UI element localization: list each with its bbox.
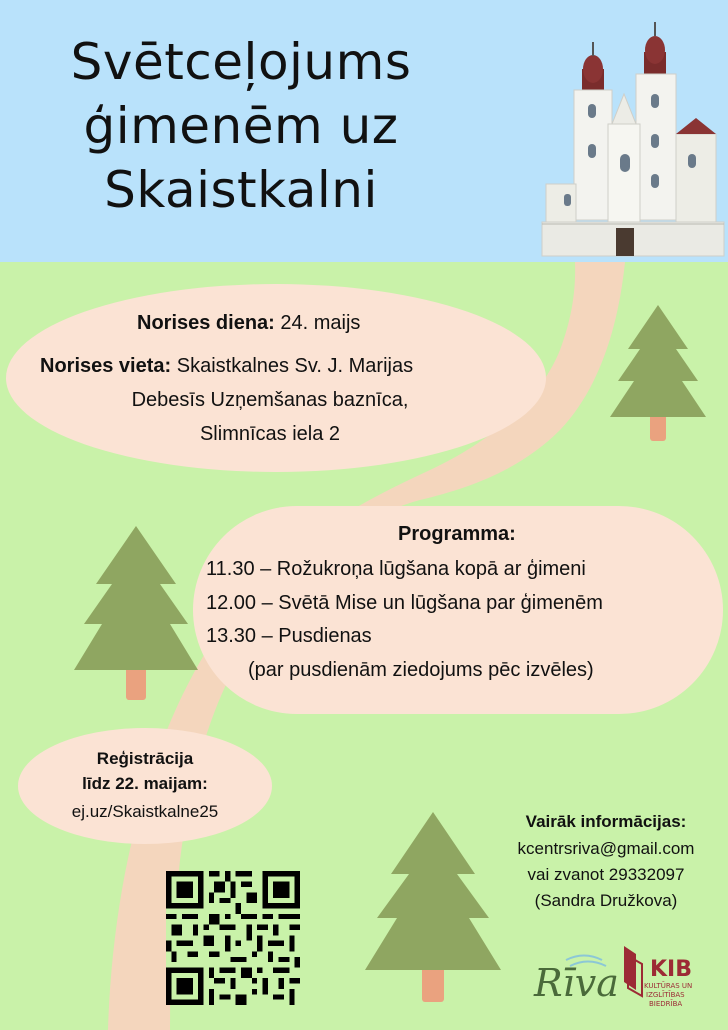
partner-logos (532, 940, 722, 1012)
tree-icon (365, 812, 501, 1004)
contact-person: (Sandra Družkova) (534, 891, 678, 910)
contact-phone: vai zvanot 29332097 (527, 865, 685, 884)
venue-line-2: Debesīs Uzņemšanas baznīca, (131, 389, 409, 411)
program-item: 12.00 – Svētā Mise un lūgšana par ģimenēm (206, 592, 603, 614)
title-line-2: ģimenēm uz (83, 97, 399, 155)
church-image (538, 14, 728, 262)
program-item: 11.30 – Rožukroņa lūgšana kopā ar ģimeni (206, 558, 586, 580)
contact-email[interactable]: kcentrsriva@gmail.com (517, 839, 695, 858)
qr-code[interactable] (166, 871, 300, 1005)
registration-link[interactable]: ej.uz/Skaistkalne25 (71, 802, 219, 821)
riva-logo (533, 956, 619, 1006)
venue-row (40, 355, 413, 378)
kib-line-2: IZGLĪTĪBAS (646, 991, 685, 999)
tree-icon (74, 526, 198, 702)
kib-logo-text: KIB (650, 957, 693, 982)
venue-line-3: Slimnīcas iela 2 (199, 423, 341, 445)
venue-line-1: Skaistkalnes Sv. J. Marijas (171, 355, 414, 377)
date-value: 24. maijs (274, 312, 361, 334)
title-line-1: Svētceļojums (70, 33, 412, 91)
program-item: 13.30 – Pusdienas (206, 625, 372, 647)
title-line-3: Skaistkalni (104, 161, 378, 219)
registration-line-1: Reģistrācija (96, 749, 194, 768)
poster-title (36, 30, 446, 222)
registration-line-2: līdz 22. maijam: (82, 774, 208, 793)
kib-line-3: BIEDRĪBA (649, 1000, 683, 1008)
kib-line-1: KULTŪRAS UN (644, 982, 693, 990)
date-row (137, 312, 360, 335)
venue-label: Norises vieta: (40, 355, 172, 377)
kib-logo (624, 946, 692, 1008)
contact-heading: Vairāk informācijas: (525, 812, 687, 831)
riva-logo-text: Rīva (534, 961, 619, 1005)
date-label: Norises diena: (137, 312, 275, 334)
program-note: (par pusdienām ziedojums pēc izvēles) (248, 659, 594, 681)
tree-icon (610, 305, 706, 443)
program-heading: Programma: (398, 523, 516, 545)
